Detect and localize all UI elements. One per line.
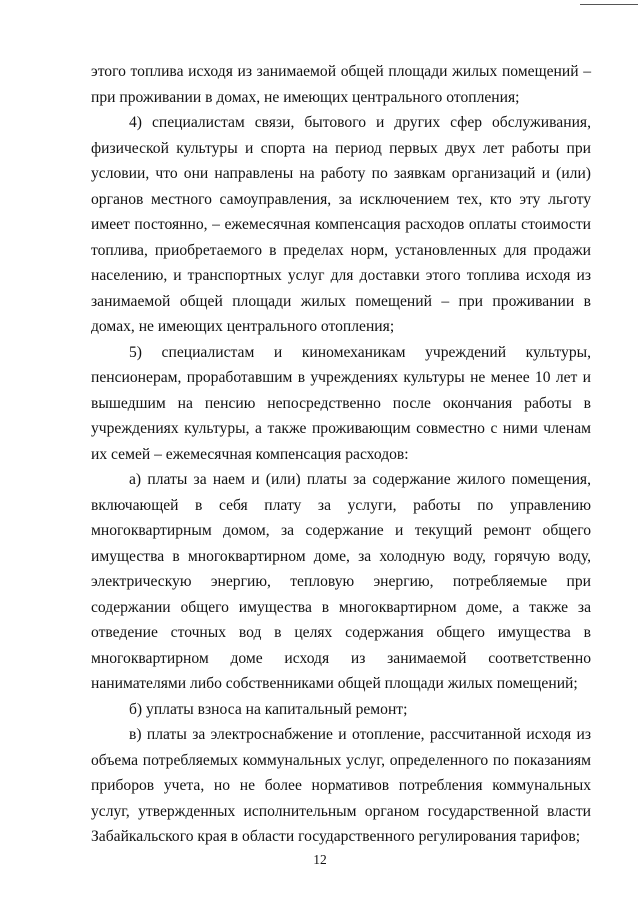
top-edge-rule (580, 4, 638, 5)
paragraph-continuation: этого топлива исходя из занимаемой общей площади жилых помещений – при проживании в домах, не имеющих центрального отопления; (91, 63, 591, 106)
paragraph-item-5: 5) специалистам и киномеханикам учреждений культуры, пенсионерам, проработавшим в учреждениях культуры не менее 10 лет и вышедшим на пенсию непосредственно после окончания работы в учреждениях культуры, а также проживающим совместно с ними членам их семей – ежемесячная компенсация расходов: (91, 343, 591, 463)
paragraph-subitem-v: в) платы за электроснабжение и отопление, рассчитанной исходя из объема потребляемых коммунальных услуг, определенного по показаниям приборов учета, но не более нормативов потребления коммунальных услуг, утвержденных исполнительным органом государственной власти Забайкальского края в области государственного регулирования тарифов; (91, 726, 591, 845)
document-body (91, 59, 591, 850)
paragraph-subitem-b: б) уплаты взноса на капитальный ремонт; (129, 700, 408, 718)
page-number: 12 (313, 852, 327, 867)
paragraph-item-4: 4) специалистам связи, бытового и других сфер обслуживания, физической культуры и спорта на период первых двух лет работы при условии, что они направлены на работу по заявкам организаций и (или) органов местного самоуправления, за исключением тех, кто эту льготу имеет постоянно, – ежемесячная компенсация расходов оплаты стоимости топлива, приобретаемого в пределах норм, установленных для продажи населению, и транспортных услуг для доставки этого топлива исходя из занимаемой общей площади жилых помещений – при проживании в домах, не имеющих центрального отопления; (91, 114, 591, 335)
paragraph-subitem-a: а) платы за наем и (или) платы за содержание жилого помещения, включающей в себя плату за услуги, работы по управлению многоквартирным домом, за содержание и текущий ремонт общего имущества в многоквартирном доме, за холодную воду, горячую воду, электрическую энергию, тепловую энергию, потребляемые при содержании общего имущества в многоквартирном доме, а также за отведение сточных вод в целях содержания общего имущества в многоквартирном доме исходя из занимаемой соответственно нанимателями либо собственниками общей площади жилых помещений; (91, 471, 591, 692)
